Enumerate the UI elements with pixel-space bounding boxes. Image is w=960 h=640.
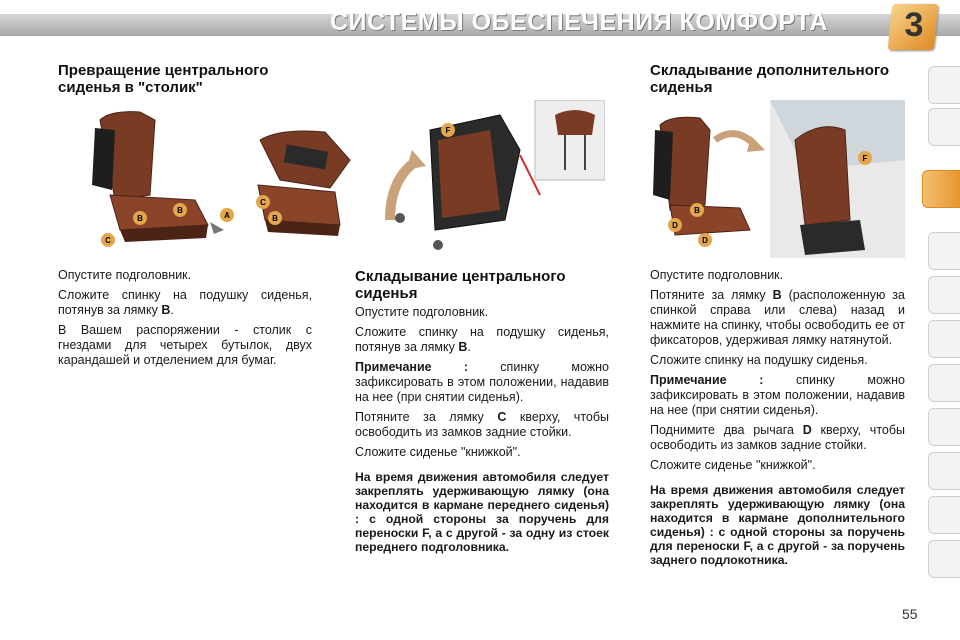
section-heading-table-mode: Превращение центрального сиденья в "столик" xyxy=(58,62,269,96)
chapter-tab[interactable] xyxy=(928,540,960,578)
step-lower-headrest: Опустите подголовник. xyxy=(58,268,192,282)
step-fold-backrest: Сложите спинку на подушку сиденья, потянув за лямку B. xyxy=(58,288,312,317)
step-pull-strap: Потяните за лямку C кверху, чтобы освободить из замков задние стойки. xyxy=(355,410,610,439)
note: Примечание : спинку можно зафиксировать в этом положении, надавив на нее (при снятии сиденья). xyxy=(355,360,609,404)
chapter-tab-active[interactable] xyxy=(922,170,960,208)
section-heading-extra-seat: Складывание дополнительного сиденья xyxy=(650,62,890,96)
step-fold-backrest: Сложите спинку на подушку сиденья, потянув за лямку B. xyxy=(355,325,609,354)
chapter-tab[interactable] xyxy=(928,66,960,104)
central-fold-instructions xyxy=(355,305,609,559)
chapter-tab[interactable] xyxy=(928,496,960,534)
chapter-tab[interactable] xyxy=(928,408,960,446)
label-b2: B xyxy=(177,206,183,215)
step-fold-book: Сложите сиденье "книжкой". xyxy=(355,445,521,459)
label-a: A xyxy=(224,211,230,220)
label-c1: C xyxy=(105,236,111,245)
step-lower-headrest: Опустите подголовник. xyxy=(355,305,489,319)
step-pull-strap: Потяните за лямку B (расположенную за спинкой справа или слева) назад и нажмите на спинку, чтобы освободить ее от фиксаторов, удерживая лямку натянутой. xyxy=(650,288,905,347)
chapter-tab[interactable] xyxy=(928,276,960,314)
label-b1: B xyxy=(137,214,143,223)
central-seat-illustration xyxy=(80,100,605,258)
table-description: В Вашем распоряжении - столик с гнездами для четырех бутылок, двух карандашей и отделением для бумаг. xyxy=(58,323,312,367)
extra-seat-illustration xyxy=(645,100,905,258)
step-lift-levers: Поднимите два рычага D кверху, чтобы освободить из замков задние стойки. xyxy=(650,423,906,452)
step-fold-book: Сложите сиденье "книжкой". xyxy=(650,458,816,472)
chapter-tab[interactable] xyxy=(928,452,960,490)
extra-seat-instructions xyxy=(650,268,905,572)
chapter-tab[interactable] xyxy=(928,364,960,402)
extra-seat-figure xyxy=(653,117,765,235)
seat-upright-figure xyxy=(92,112,224,242)
chapter-number: 3 xyxy=(904,6,924,44)
label-d1: D xyxy=(672,221,678,230)
table-mode-instructions xyxy=(58,268,312,373)
chapter-tab[interactable] xyxy=(928,320,960,358)
label-d2: D xyxy=(702,236,708,245)
chapter-title: СИСТЕМЫ ОБЕСПЕЧЕНИЯ КОМФОРТА xyxy=(329,8,828,36)
page-number: 55 xyxy=(902,606,918,622)
label-f: F xyxy=(862,154,868,163)
label-b: B xyxy=(694,206,700,215)
step-lower-headrest: Опустите подголовник. xyxy=(650,268,784,282)
label-c2: C xyxy=(260,198,266,207)
page-header xyxy=(0,0,960,48)
step-fold-backrest: Сложите спинку на подушку сиденья. xyxy=(650,353,868,367)
vehicle-interior-figure xyxy=(770,100,905,258)
chapter-tab[interactable] xyxy=(928,232,960,270)
note: Примечание : спинку можно зафиксировать в этом положении, надавив на нее (при снятии сиденья). xyxy=(650,373,905,417)
warning-text: На время движения автомобиля следует закреплять удерживающую лямку (она находится в кармане дополнительного сиденья) : с одной стороны за поручень для переноски F, а с другой - за поручень заднего подлокотника. xyxy=(650,483,905,567)
headrest-detail-figure xyxy=(520,100,605,195)
seat-folded-figure xyxy=(395,115,520,250)
warning-text: На время движения автомобиля следует закреплять удерживающую лямку (она находится в кармане переднего сиденья) : с одной стороны за поручень для переноски F, а с другой - за одну из стоек переднего подголовника. xyxy=(355,470,609,554)
label-b3: B xyxy=(272,214,278,223)
chapter-tab[interactable] xyxy=(928,108,960,146)
label-f: F xyxy=(445,126,451,135)
chapter-tabs xyxy=(928,66,960,581)
section-heading-central-fold: Складывание центрального сиденья xyxy=(355,268,566,302)
